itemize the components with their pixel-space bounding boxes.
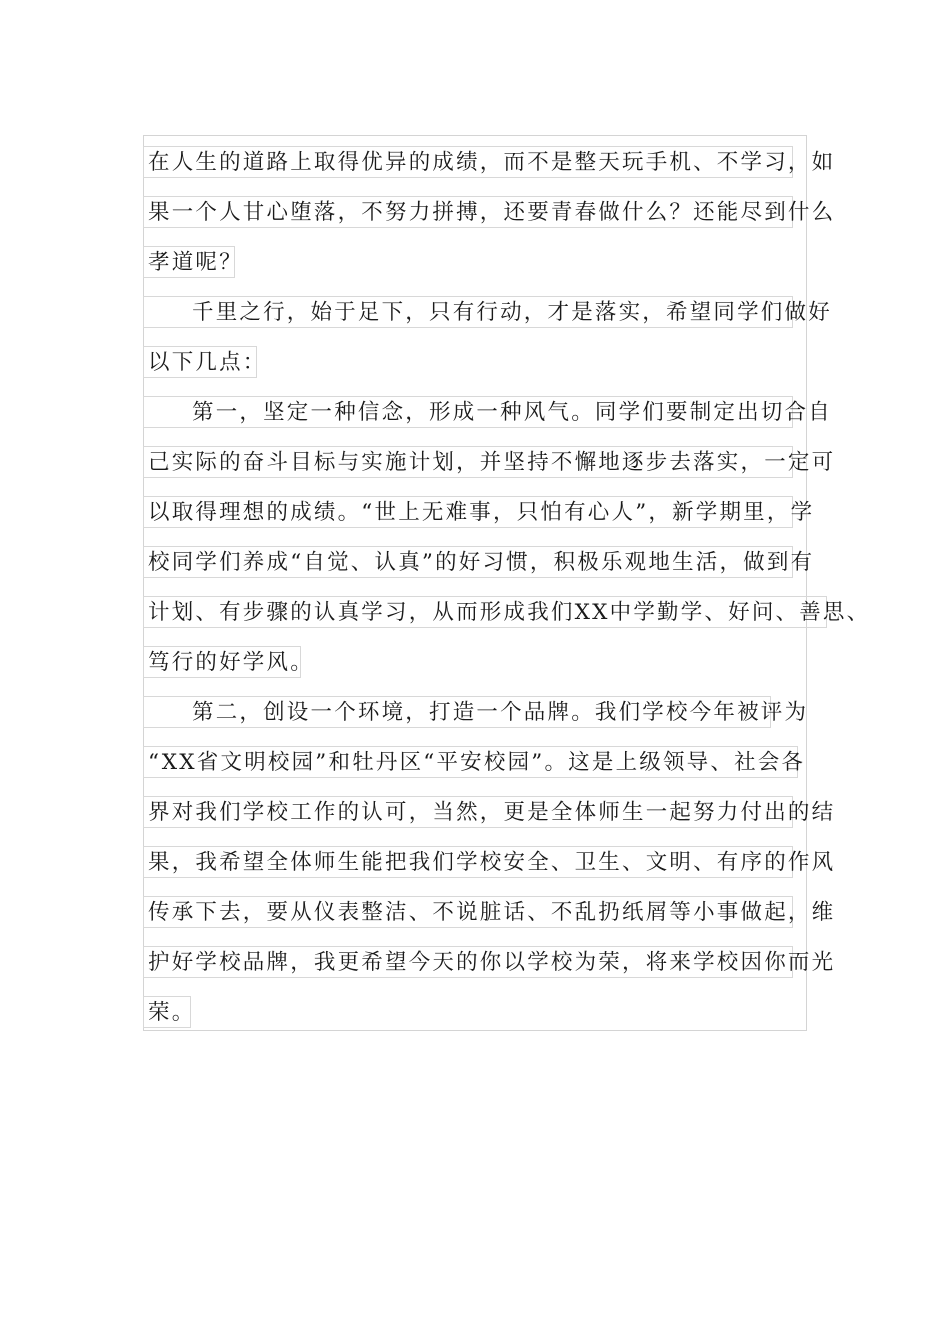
text-line: 以取得理想的成绩。“世上无难事，只怕有心人”，新学期里，学 <box>143 496 793 528</box>
text-line: 在人生的道路上取得优异的成绩，而不是整天玩手机、不学习，如 <box>143 146 793 178</box>
paragraph-start-line: 第二，创设一个环境，打造一个品牌。我们学校今年被评为 <box>143 696 771 728</box>
text-line: 界对我们学校工作的认可，当然，更是全体师生一起努力付出的结 <box>143 796 793 828</box>
text-line: 以下几点： <box>143 346 257 378</box>
text-line: 传承下去，要从仪表整洁、不说脏话、不乱扔纸屑等小事做起，维 <box>143 896 793 928</box>
paragraph-start-line: 第一，坚定一种信念，形成一种风气。同学们要制定出切合自 <box>143 396 793 428</box>
text-line: 校同学们养成“自觉、认真”的好习惯，积极乐观地生活，做到有 <box>143 546 793 578</box>
text-line: 笃行的好学风。 <box>143 646 301 678</box>
text-line: 果一个人甘心堕落，不努力拼搏，还要青春做什么？还能尽到什么 <box>143 196 793 228</box>
text-line: 己实际的奋斗目标与实施计划，并坚持不懈地逐步去落实，一定可 <box>143 446 793 478</box>
text-line: 计划、有步骤的认真学习，从而形成我们XX中学勤学、好问、善思、 <box>143 596 827 628</box>
text-line: 果，我希望全体师生能把我们学校安全、卫生、文明、有序的作风 <box>143 846 793 878</box>
text-line: 荣。 <box>143 996 191 1028</box>
text-line: 孝道呢？ <box>143 246 235 278</box>
paragraph-start-line: 千里之行，始于足下，只有行动，才是落实，希望同学们做好 <box>143 296 793 328</box>
text-line: “XX省文明校园”和牡丹区“平安校园”。这是上级领导、社会各 <box>143 746 798 778</box>
text-line: 护好学校品牌，我更希望今天的你以学校为荣，将来学校因你而光 <box>143 946 793 978</box>
